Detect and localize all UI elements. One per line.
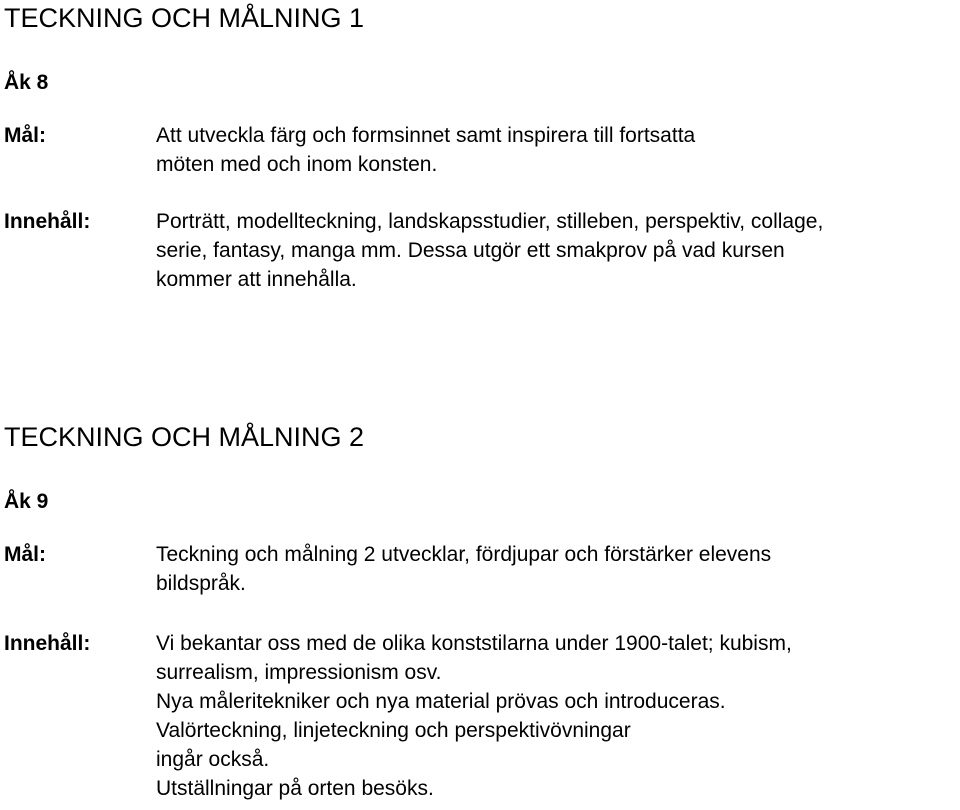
content-line: surrealism, impressionism osv. (156, 661, 442, 684)
goal-label: Mål: (4, 543, 46, 566)
content-line: ingår också. (156, 748, 270, 771)
content-line: Valörteckning, linjeteckning och perspektivövningar (156, 719, 631, 742)
goal-line: Att utveckla färg och formsinnet samt inspirera till fortsatta (156, 124, 696, 147)
course-title: TECKNING OCH MÅLNING 2 (4, 422, 365, 452)
goal-line: bildspråk. (156, 572, 246, 595)
grade-level: Åk 8 (4, 71, 49, 94)
goal-line: Teckning och målning 2 utvecklar, fördjupar och förstärker elevens (156, 543, 772, 566)
content-line: Porträtt, modellteckning, landskapsstudier, stilleben, perspektiv, collage, (156, 210, 824, 233)
goal-text (156, 540, 960, 598)
content-row (4, 629, 960, 803)
content-label: Innehåll: (4, 632, 91, 655)
content-label: Innehåll: (4, 210, 91, 233)
goal-label: Mål: (4, 124, 46, 147)
course-title: TECKNING OCH MÅLNING 1 (4, 3, 365, 33)
course-section-1 (4, 2, 960, 294)
grade-level: Åk 9 (4, 490, 49, 513)
goal-line: möten med och inom konsten. (156, 153, 438, 176)
course-section-2 (4, 421, 960, 803)
goal-text (156, 121, 960, 179)
content-line: kommer att innehålla. (156, 268, 357, 291)
content-line: Utställningar på orten besöks. (156, 777, 434, 800)
content-line: Vi bekantar oss med de olika konststilarna under 1900-talet; kubism, (156, 632, 792, 655)
goal-row (4, 121, 960, 179)
content-text (156, 207, 960, 294)
content-line: serie, fantasy, manga mm. Dessa utgör ett smakprov på vad kursen (156, 239, 785, 262)
content-line: Nya måleritekniker och nya material prövas och introduceras. (156, 690, 726, 713)
content-row (4, 207, 960, 294)
goal-row (4, 540, 960, 598)
content-text (156, 629, 960, 803)
